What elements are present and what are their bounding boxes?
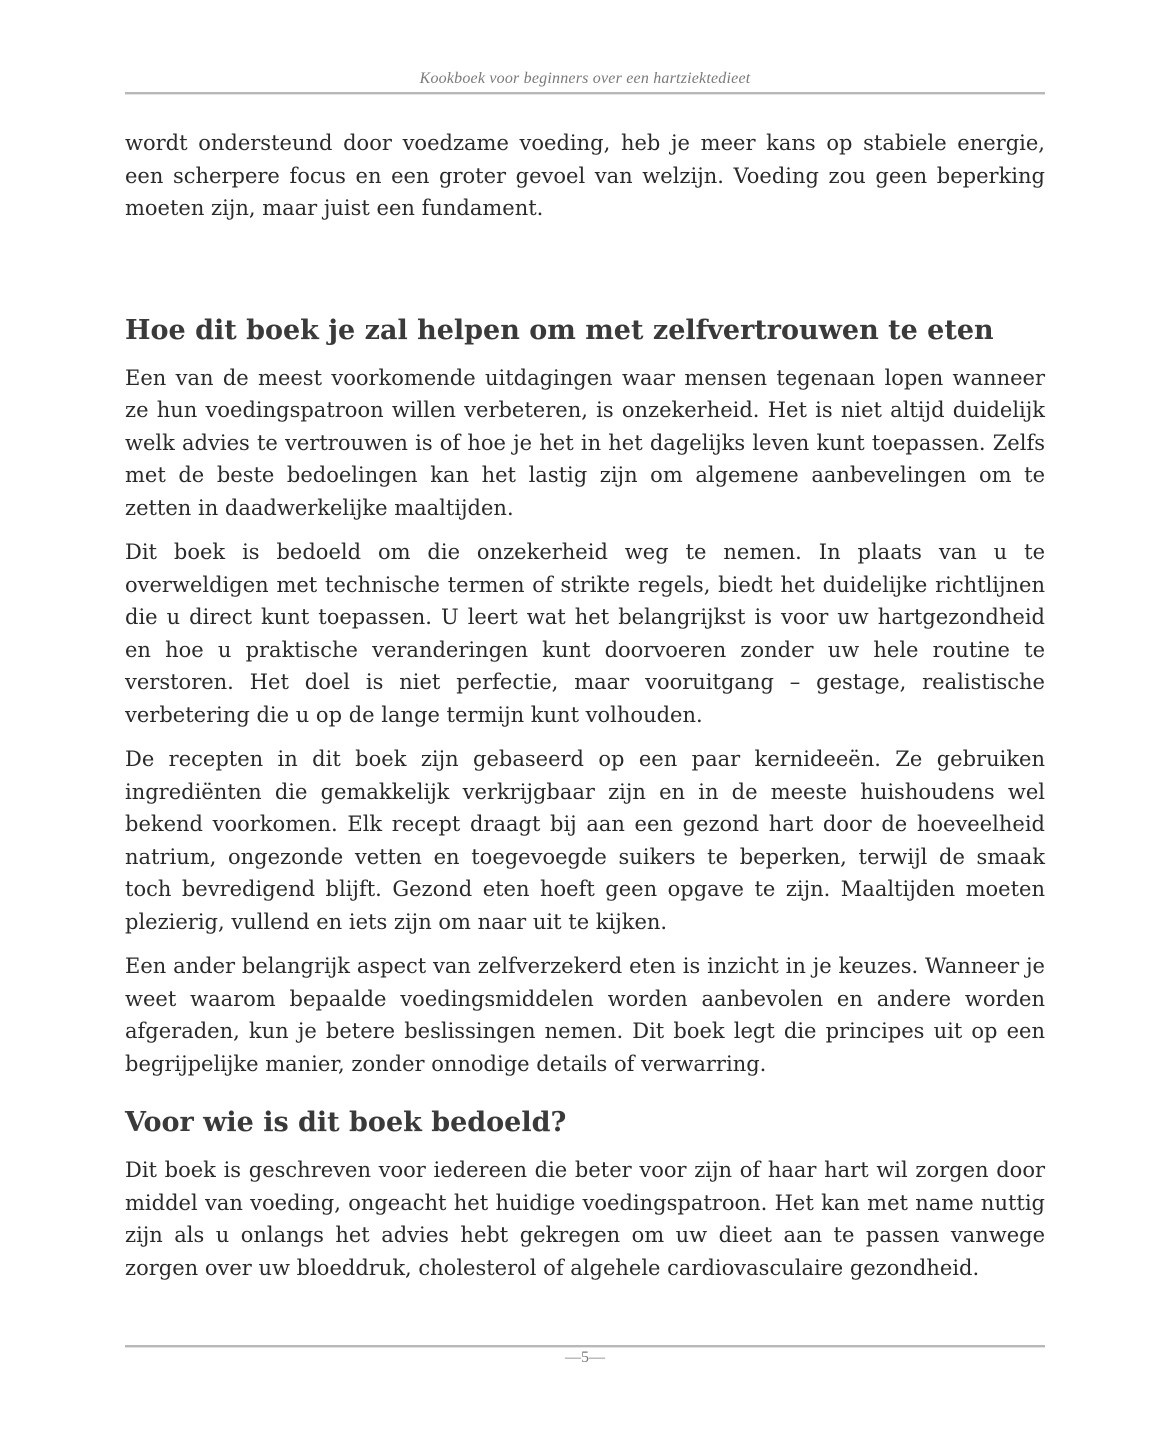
section-heading-confidence: Hoe dit boek je zal helpen om met zelfvertrouwen te eten bbox=[125, 314, 994, 346]
body-paragraph: De recepten in dit boek zijn gebaseerd op een paar kernideeën. Ze gebruiken ingrediënten die gemakkelijk verkrijgbaar zijn en in de meeste huishoudens wel bekend voorkomen. Elk recept draagt bij aan een gezond hart door de hoeveelheid natrium, ongezonde vetten en toegevoegde suikers te beperken, terwijl de smaak toch bevredigend blijft. Gezond eten hoeft geen opgave te zijn. Maaltijden moeten plezierig, vullend en iets zijn om naar uit te kijken. bbox=[125, 747, 1045, 934]
body-paragraph: Dit boek is bedoeld om die onzekerheid weg te nemen. In plaats van u te overweldigen met technische termen of strikte regels, biedt het duidelijke richtlijnen die u direct kunt toepassen. U leert wat het belangrijkst is voor uw hartgezondheid en hoe u praktische veranderingen kunt doorvoeren zonder uw hele routine te verstoren. Het doel is niet perfectie, maar vooruitgang – gestage, realistische verbetering die u op de lange termijn kunt volhouden. bbox=[125, 540, 1045, 727]
footer-divider bbox=[125, 1345, 1045, 1347]
body-paragraph: Een van de meest voorkomende uitdagingen waar mensen tegenaan lopen wanneer ze hun voedingspatroon willen verbeteren, is onzekerheid. Het is niet altijd duidelijk welk advies te vertrouwen is of hoe je het in het dagelijks leven kunt toepassen. Zelfs met de beste bedoelingen kan het lastig zijn om algemene aanbevelingen om te zetten in daadwerkelijke maaltijden. bbox=[125, 365, 1045, 520]
body-paragraph: Dit boek is geschreven voor iedereen die beter voor zijn of haar hart wil zorgen door middel van voeding, ongeacht het huidige voedingspatroon. Het kan met name nuttig zijn als u onlangs het advies hebt gekregen om uw dieet aan te passen vanwege zorgen over uw bloeddruk, cholesterol of algehele cardiovasculaire gezondheid. bbox=[125, 1158, 1045, 1280]
book-page bbox=[125, 0, 1045, 1440]
page-number: —5— bbox=[565, 1349, 605, 1366]
page-content bbox=[125, 127, 1045, 1296]
body-paragraph: Een ander belangrijk aspect van zelfverzekerd eten is inzicht in je keuzes. Wanneer je weet waarom bepaalde voedingsmiddelen worden aanbevolen en andere worden afgeraden, kun je betere beslissingen nemen. Dit boek legt die principes uit op een begrijpelijke manier, zonder onnodige details of verwarring. bbox=[125, 954, 1045, 1076]
intro-paragraph: wordt ondersteund door voedzame voeding, heb je meer kans op stabiele energie, een scherpere focus en een groter gevoel van welzijn. Voeding zou geen beperking moeten zijn, maar juist een fundament. bbox=[125, 131, 1045, 220]
section-heading-audience: Voor wie is dit boek bedoeld? bbox=[125, 1107, 567, 1138]
header-divider bbox=[125, 92, 1045, 94]
running-header: Kookboek voor beginners over een hartziektedieet bbox=[419, 70, 751, 87]
